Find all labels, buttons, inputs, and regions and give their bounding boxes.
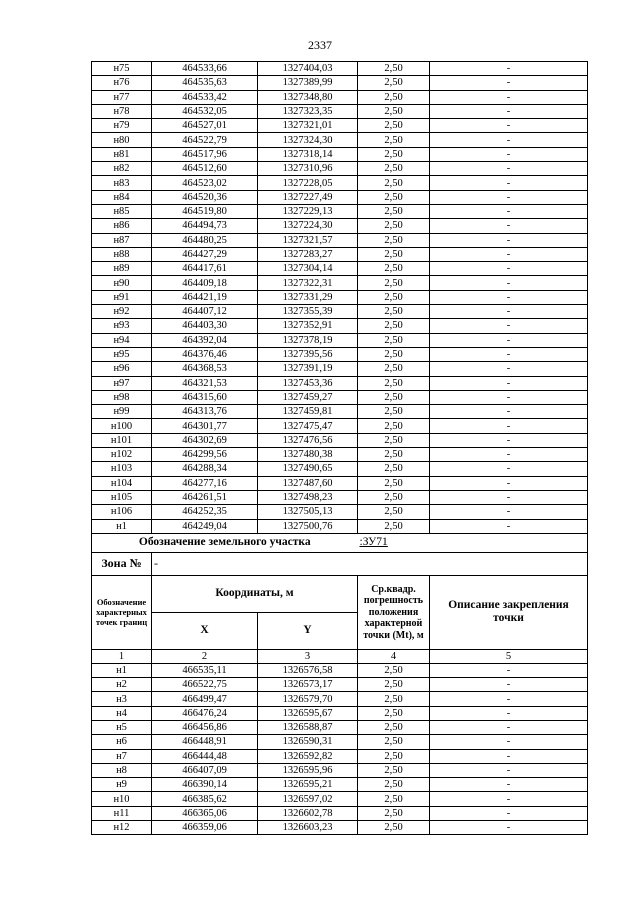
cell-point-id: н6 — [92, 735, 152, 749]
cell-point-id: н88 — [92, 247, 152, 261]
cell-coord-x: 464392,04 — [152, 333, 258, 347]
cell-coord-x: 464376,46 — [152, 347, 258, 361]
cell-coord-y: 1327391,19 — [258, 362, 358, 376]
cell-coord-x: 464409,18 — [152, 276, 258, 290]
table-row — [92, 204, 588, 218]
cell-accuracy: 2,50 — [358, 319, 430, 333]
cell-coord-y: 1327480,38 — [258, 448, 358, 462]
table-row — [92, 76, 588, 90]
cell-point-id: н76 — [92, 76, 152, 90]
cell-coord-x: 464523,02 — [152, 176, 258, 190]
cell-coord-y: 1327321,57 — [258, 233, 358, 247]
cell-coord-y: 1327459,27 — [258, 390, 358, 404]
cell-accuracy: 2,50 — [358, 162, 430, 176]
cell-description: - — [430, 347, 588, 361]
cell-coord-x: 466444,48 — [152, 749, 258, 763]
cell-accuracy: 2,50 — [358, 219, 430, 233]
land-plot-label: Обозначение земельного участка — [92, 533, 358, 552]
cell-coord-y: 1326576,58 — [258, 663, 358, 677]
cell-accuracy: 2,50 — [358, 233, 430, 247]
cell-coord-y: 1326595,96 — [258, 763, 358, 777]
cell-coord-x: 464480,25 — [152, 233, 258, 247]
cell-coord-y: 1327355,39 — [258, 305, 358, 319]
cell-description: - — [430, 219, 588, 233]
cell-coord-x: 464533,66 — [152, 62, 258, 76]
cell-description: - — [430, 176, 588, 190]
cell-coord-y: 1327487,60 — [258, 476, 358, 490]
cell-point-id: н79 — [92, 119, 152, 133]
cell-point-id: н78 — [92, 104, 152, 118]
table-row — [92, 190, 588, 204]
column-number: 5 — [430, 649, 588, 663]
cell-point-id: н12 — [92, 821, 152, 835]
cell-coord-y: 1327348,80 — [258, 90, 358, 104]
cell-coord-x: 464522,79 — [152, 133, 258, 147]
cell-description: - — [430, 778, 588, 792]
cell-point-id: н1 — [92, 519, 152, 533]
cell-accuracy: 2,50 — [358, 176, 430, 190]
cell-accuracy: 2,50 — [358, 678, 430, 692]
cell-coord-y: 1326579,70 — [258, 692, 358, 706]
cell-coord-y: 1327459,81 — [258, 405, 358, 419]
cell-coord-y: 1326592,82 — [258, 749, 358, 763]
cell-coord-y: 1327500,76 — [258, 519, 358, 533]
table-row — [92, 821, 588, 835]
cell-point-id: н11 — [92, 806, 152, 820]
cell-description: - — [430, 204, 588, 218]
table-row — [92, 347, 588, 361]
cell-accuracy: 2,50 — [358, 133, 430, 147]
cell-description: - — [430, 462, 588, 476]
cell-coord-x: 466522,75 — [152, 678, 258, 692]
cell-coord-x: 464299,56 — [152, 448, 258, 462]
cell-description: - — [430, 276, 588, 290]
zone-row — [92, 552, 588, 575]
cell-coord-x: 464532,05 — [152, 104, 258, 118]
cell-coord-y: 1327395,56 — [258, 347, 358, 361]
cell-description: - — [430, 476, 588, 490]
cell-point-id: н3 — [92, 692, 152, 706]
cell-point-id: н7 — [92, 749, 152, 763]
cell-description: - — [430, 305, 588, 319]
table-row — [92, 147, 588, 161]
cell-coord-x: 464302,69 — [152, 433, 258, 447]
cell-description: - — [430, 490, 588, 504]
cell-description: - — [430, 76, 588, 90]
header-x: X — [152, 612, 258, 649]
cell-description: - — [430, 749, 588, 763]
table-row — [92, 362, 588, 376]
table-row — [92, 276, 588, 290]
header-coordinates: Координаты, м — [152, 575, 358, 612]
cell-description: - — [430, 62, 588, 76]
table-row — [92, 62, 588, 76]
table-row — [92, 462, 588, 476]
cell-coord-x: 464403,30 — [152, 319, 258, 333]
cell-accuracy: 2,50 — [358, 706, 430, 720]
cell-coord-x: 466385,62 — [152, 792, 258, 806]
cell-description: - — [430, 663, 588, 677]
column-number: 3 — [258, 649, 358, 663]
cell-point-id: н93 — [92, 319, 152, 333]
table-row — [92, 663, 588, 677]
cell-coord-y: 1327224,30 — [258, 219, 358, 233]
cell-point-id: н97 — [92, 376, 152, 390]
cell-accuracy: 2,50 — [358, 247, 430, 261]
cell-accuracy: 2,50 — [358, 290, 430, 304]
table-row — [92, 405, 588, 419]
cell-coord-y: 1327378,19 — [258, 333, 358, 347]
cell-point-id: н80 — [92, 133, 152, 147]
cell-point-id: н102 — [92, 448, 152, 462]
table-row — [92, 763, 588, 777]
cell-point-id: н81 — [92, 147, 152, 161]
cell-description: - — [430, 720, 588, 734]
zone-label: Зона № — [92, 552, 152, 575]
cell-accuracy: 2,50 — [358, 692, 430, 706]
cell-coord-x: 464301,77 — [152, 419, 258, 433]
cell-coord-x: 466448,91 — [152, 735, 258, 749]
cell-coord-x: 464421,19 — [152, 290, 258, 304]
cell-point-id: н83 — [92, 176, 152, 190]
cell-coord-y: 1327404,03 — [258, 62, 358, 76]
cell-description: - — [430, 362, 588, 376]
cell-description: - — [430, 319, 588, 333]
cell-accuracy: 2,50 — [358, 262, 430, 276]
cell-coord-y: 1326590,31 — [258, 735, 358, 749]
cell-accuracy: 2,50 — [358, 362, 430, 376]
cell-description: - — [430, 692, 588, 706]
cell-accuracy: 2,50 — [358, 821, 430, 835]
cell-description: - — [430, 247, 588, 261]
cell-coord-x: 464427,29 — [152, 247, 258, 261]
cell-coord-x: 464313,76 — [152, 405, 258, 419]
table-row — [92, 505, 588, 519]
table-row — [92, 319, 588, 333]
column-number: 1 — [92, 649, 152, 663]
cell-point-id: н86 — [92, 219, 152, 233]
cell-point-id: н75 — [92, 62, 152, 76]
cell-point-id: н103 — [92, 462, 152, 476]
table-row — [92, 290, 588, 304]
cell-description: - — [430, 262, 588, 276]
cell-point-id: н101 — [92, 433, 152, 447]
table-row — [92, 133, 588, 147]
table-row — [92, 176, 588, 190]
cell-coord-x: 464407,12 — [152, 305, 258, 319]
cell-coord-x: 466476,24 — [152, 706, 258, 720]
cell-coord-x: 464527,01 — [152, 119, 258, 133]
cell-coord-x: 466365,06 — [152, 806, 258, 820]
cell-coord-y: 1327283,27 — [258, 247, 358, 261]
cell-accuracy: 2,50 — [358, 519, 430, 533]
cell-coord-x: 464517,96 — [152, 147, 258, 161]
cell-coord-x: 466390,14 — [152, 778, 258, 792]
cell-description: - — [430, 821, 588, 835]
cell-point-id: н106 — [92, 505, 152, 519]
cell-description: - — [430, 233, 588, 247]
table-row — [92, 476, 588, 490]
cell-description: - — [430, 792, 588, 806]
cell-coord-x: 464277,16 — [152, 476, 258, 490]
table-row — [92, 806, 588, 820]
land-plot-row — [92, 533, 588, 552]
cell-accuracy: 2,50 — [358, 720, 430, 734]
cell-accuracy: 2,50 — [358, 119, 430, 133]
cell-coord-x: 464315,60 — [152, 390, 258, 404]
cell-accuracy: 2,50 — [358, 806, 430, 820]
cell-coord-y: 1326588,87 — [258, 720, 358, 734]
cell-coord-x: 464494,73 — [152, 219, 258, 233]
header-y: Y — [258, 612, 358, 649]
cell-point-id: н96 — [92, 362, 152, 376]
cell-accuracy: 2,50 — [358, 376, 430, 390]
cell-coord-x: 464261,51 — [152, 490, 258, 504]
cell-coord-x: 464519,80 — [152, 204, 258, 218]
cell-point-id: н8 — [92, 763, 152, 777]
cell-coord-y: 1327310,96 — [258, 162, 358, 176]
coordinates-rows-bottom — [92, 663, 588, 835]
column-number: 4 — [358, 649, 430, 663]
cell-point-id: н85 — [92, 204, 152, 218]
table-row — [92, 448, 588, 462]
cell-point-id: н1 — [92, 663, 152, 677]
table-row — [92, 419, 588, 433]
cell-point-id: н89 — [92, 262, 152, 276]
cell-point-id: н95 — [92, 347, 152, 361]
cell-coord-x: 464252,35 — [152, 505, 258, 519]
land-plot-value: :ЗУ71 — [358, 533, 588, 552]
cell-description: - — [430, 419, 588, 433]
cell-coord-y: 1327505,13 — [258, 505, 358, 519]
cell-accuracy: 2,50 — [358, 147, 430, 161]
cell-coord-y: 1327229,13 — [258, 204, 358, 218]
cell-coord-x: 466535,11 — [152, 663, 258, 677]
cell-accuracy: 2,50 — [358, 749, 430, 763]
cell-description: - — [430, 405, 588, 419]
cell-coord-y: 1326595,67 — [258, 706, 358, 720]
cell-coord-y: 1327476,56 — [258, 433, 358, 447]
cell-accuracy: 2,50 — [358, 735, 430, 749]
cell-coord-y: 1327321,01 — [258, 119, 358, 133]
cell-description: - — [430, 390, 588, 404]
table-row — [92, 104, 588, 118]
cell-accuracy: 2,50 — [358, 90, 430, 104]
cell-description: - — [430, 433, 588, 447]
cell-coord-y: 1327318,14 — [258, 147, 358, 161]
table-row — [92, 390, 588, 404]
table-row — [92, 490, 588, 504]
cell-coord-y: 1327227,49 — [258, 190, 358, 204]
cell-accuracy: 2,50 — [358, 462, 430, 476]
column-numbers-row — [92, 649, 588, 663]
cell-coord-x: 464533,42 — [152, 90, 258, 104]
cell-coord-y: 1327322,31 — [258, 276, 358, 290]
cell-accuracy: 2,50 — [358, 763, 430, 777]
cell-description: - — [430, 806, 588, 820]
cell-accuracy: 2,50 — [358, 333, 430, 347]
cell-coord-x: 466499,47 — [152, 692, 258, 706]
cell-accuracy: 2,50 — [358, 405, 430, 419]
cell-point-id: н4 — [92, 706, 152, 720]
cell-description: - — [430, 376, 588, 390]
cell-description: - — [430, 333, 588, 347]
cell-description: - — [430, 162, 588, 176]
cell-coord-y: 1327453,36 — [258, 376, 358, 390]
coordinates-table — [91, 61, 588, 835]
cell-description: - — [430, 448, 588, 462]
table-row — [92, 706, 588, 720]
cell-accuracy: 2,50 — [358, 190, 430, 204]
cell-description: - — [430, 290, 588, 304]
cell-coord-x: 464321,53 — [152, 376, 258, 390]
table-row — [92, 333, 588, 347]
cell-description: - — [430, 678, 588, 692]
cell-accuracy: 2,50 — [358, 433, 430, 447]
table-row — [92, 749, 588, 763]
cell-description: - — [430, 735, 588, 749]
table-row — [92, 519, 588, 533]
cell-coord-y: 1327323,35 — [258, 104, 358, 118]
table-row — [92, 376, 588, 390]
cell-point-id: н100 — [92, 419, 152, 433]
table-row — [92, 119, 588, 133]
table-row — [92, 433, 588, 447]
table-row — [92, 262, 588, 276]
cell-point-id: н98 — [92, 390, 152, 404]
table-row — [92, 792, 588, 806]
cell-description: - — [430, 104, 588, 118]
cell-coord-y: 1326603,23 — [258, 821, 358, 835]
cell-coord-y: 1327324,30 — [258, 133, 358, 147]
table-row — [92, 162, 588, 176]
cell-accuracy: 2,50 — [358, 778, 430, 792]
cell-accuracy: 2,50 — [358, 419, 430, 433]
table-row — [92, 778, 588, 792]
table-row — [92, 735, 588, 749]
cell-coord-x: 466456,86 — [152, 720, 258, 734]
cell-coord-y: 1327389,99 — [258, 76, 358, 90]
zone-value: - — [152, 552, 588, 575]
table-row — [92, 90, 588, 104]
cell-coord-y: 1326595,21 — [258, 778, 358, 792]
cell-coord-y: 1327475,47 — [258, 419, 358, 433]
cell-accuracy: 2,50 — [358, 663, 430, 677]
cell-accuracy: 2,50 — [358, 390, 430, 404]
cell-point-id: н92 — [92, 305, 152, 319]
table-row — [92, 678, 588, 692]
header-description: Описание закрепления точки — [430, 575, 588, 649]
cell-coord-y: 1327331,29 — [258, 290, 358, 304]
cell-point-id: н91 — [92, 290, 152, 304]
cell-accuracy: 2,50 — [358, 490, 430, 504]
cell-accuracy: 2,50 — [358, 76, 430, 90]
cell-coord-y: 1327498,23 — [258, 490, 358, 504]
table-row — [92, 219, 588, 233]
cell-accuracy: 2,50 — [358, 448, 430, 462]
cell-point-id: н105 — [92, 490, 152, 504]
cell-point-id: н104 — [92, 476, 152, 490]
coordinates-rows-top — [92, 62, 588, 534]
cell-coord-x: 464417,61 — [152, 262, 258, 276]
header-point-designation: Обозначение характерных точек границ — [92, 575, 152, 649]
cell-accuracy: 2,50 — [358, 62, 430, 76]
cell-point-id: н94 — [92, 333, 152, 347]
cell-coord-x: 464535,63 — [152, 76, 258, 90]
cell-coord-y: 1327490,65 — [258, 462, 358, 476]
cell-description: - — [430, 706, 588, 720]
table-row — [92, 305, 588, 319]
cell-point-id: н87 — [92, 233, 152, 247]
cell-accuracy: 2,50 — [358, 476, 430, 490]
table-row — [92, 720, 588, 734]
cell-accuracy: 2,50 — [358, 792, 430, 806]
cell-point-id: н77 — [92, 90, 152, 104]
cell-accuracy: 2,50 — [358, 347, 430, 361]
cell-point-id: н90 — [92, 276, 152, 290]
column-number: 2 — [152, 649, 258, 663]
cell-coord-y: 1326602,78 — [258, 806, 358, 820]
cell-point-id: н2 — [92, 678, 152, 692]
cell-description: - — [430, 90, 588, 104]
cell-coord-x: 466407,09 — [152, 763, 258, 777]
header-accuracy: Ср.квадр. погрешность положения характерной точки (Mt), м — [358, 575, 430, 649]
cell-accuracy: 2,50 — [358, 505, 430, 519]
cell-accuracy: 2,50 — [358, 104, 430, 118]
cell-accuracy: 2,50 — [358, 276, 430, 290]
cell-point-id: н9 — [92, 778, 152, 792]
table-row — [92, 692, 588, 706]
cell-description: - — [430, 133, 588, 147]
cell-coord-x: 464249,04 — [152, 519, 258, 533]
cell-point-id: н82 — [92, 162, 152, 176]
cell-point-id: н10 — [92, 792, 152, 806]
cell-description: - — [430, 147, 588, 161]
cell-description: - — [430, 505, 588, 519]
cell-accuracy: 2,50 — [358, 305, 430, 319]
cell-coord-y: 1327228,05 — [258, 176, 358, 190]
cell-accuracy: 2,50 — [358, 204, 430, 218]
cell-coord-x: 466359,06 — [152, 821, 258, 835]
cell-point-id: н5 — [92, 720, 152, 734]
cell-coord-y: 1326573,17 — [258, 678, 358, 692]
cell-coord-x: 464288,34 — [152, 462, 258, 476]
land-plot-section — [92, 533, 588, 663]
cell-description: - — [430, 763, 588, 777]
header-row-1 — [92, 575, 588, 612]
cell-description: - — [430, 119, 588, 133]
cell-coord-y: 1327352,91 — [258, 319, 358, 333]
page-number: 2337 — [308, 38, 332, 52]
cell-coord-y: 1326597,02 — [258, 792, 358, 806]
cell-point-id: н99 — [92, 405, 152, 419]
table-row — [92, 247, 588, 261]
cell-description: - — [430, 519, 588, 533]
cell-description: - — [430, 190, 588, 204]
cell-coord-x: 464512,60 — [152, 162, 258, 176]
cell-coord-x: 464368,53 — [152, 362, 258, 376]
cell-coord-x: 464520,36 — [152, 190, 258, 204]
table-row — [92, 233, 588, 247]
cell-point-id: н84 — [92, 190, 152, 204]
cell-coord-y: 1327304,14 — [258, 262, 358, 276]
